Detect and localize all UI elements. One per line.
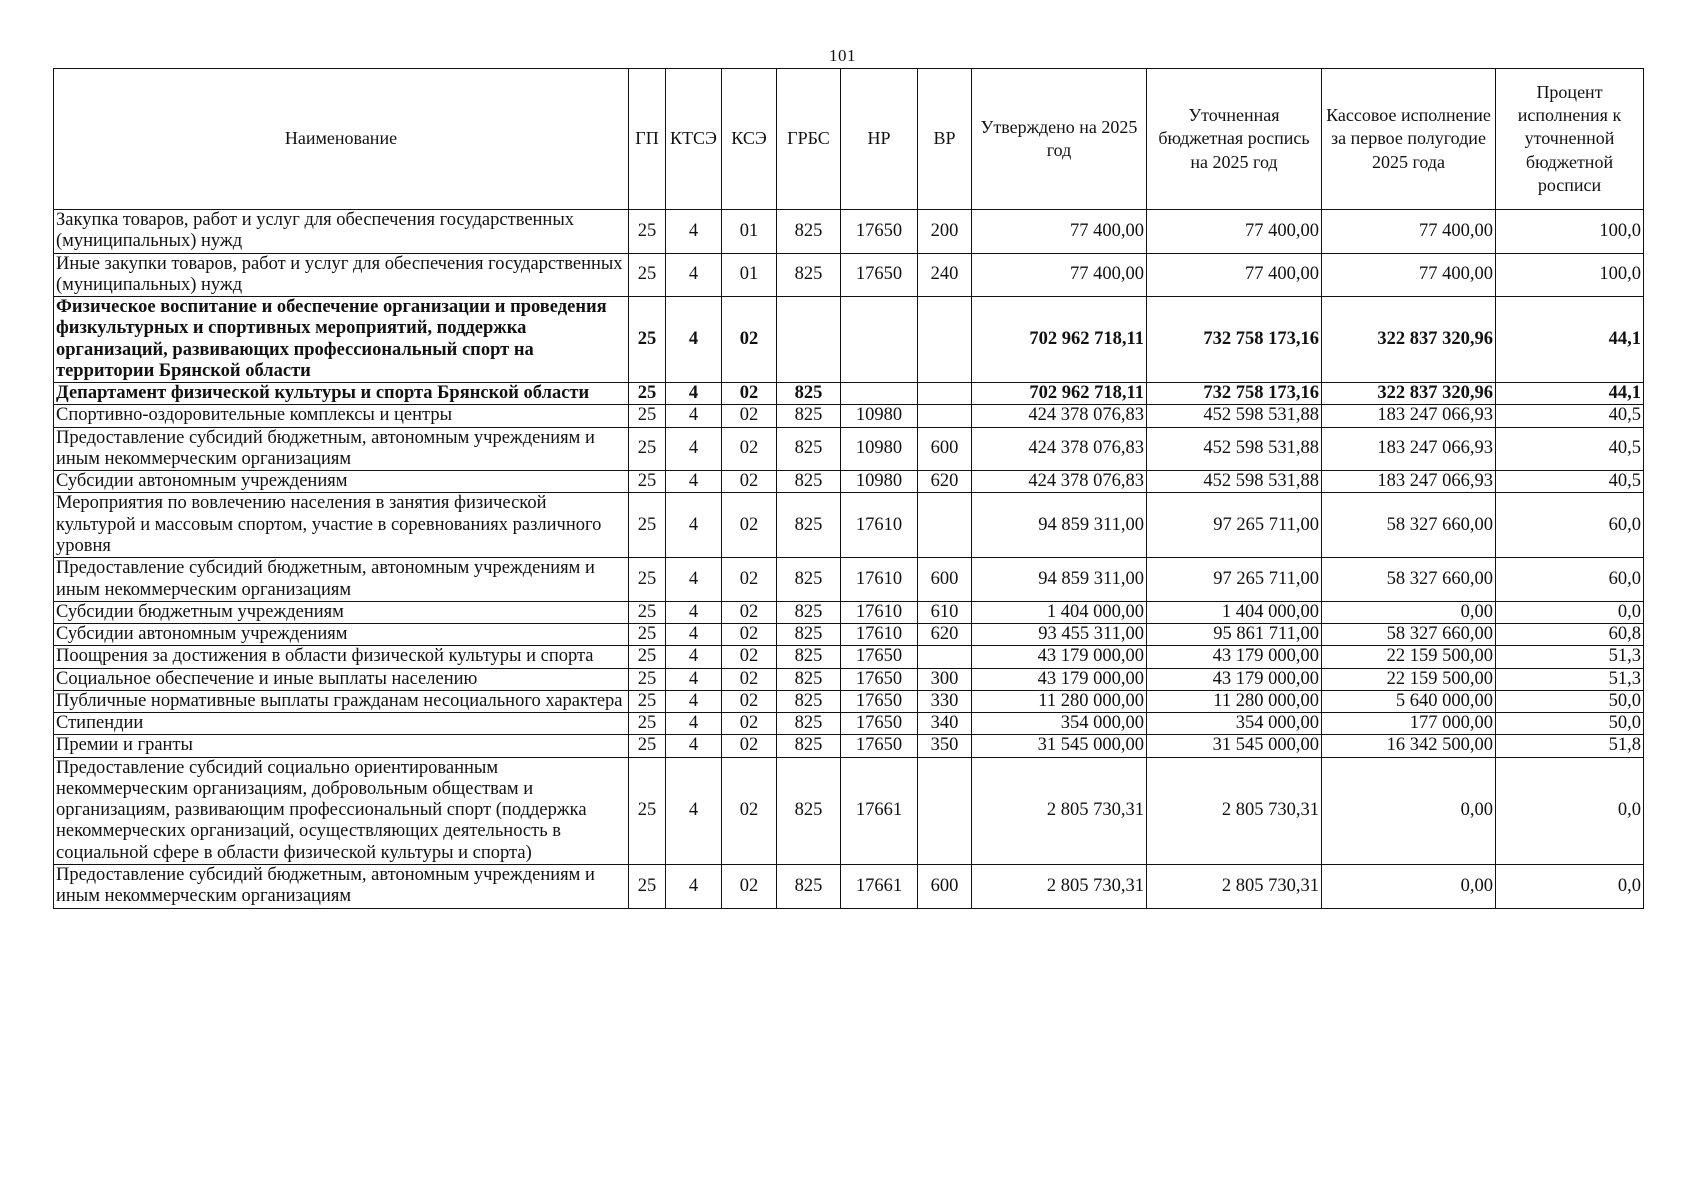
table-row [54, 427, 1644, 471]
cell-np: 17610 [841, 493, 918, 558]
cell-approved: 93 455 311,00 [972, 624, 1147, 646]
cell-ktse: 4 [666, 471, 722, 493]
cell-kse: 02 [722, 690, 777, 712]
cell-np: 10980 [841, 405, 918, 427]
cell-name: Публичные нормативные выплаты гражданам несоциального характера [54, 690, 629, 712]
cell-grbs [777, 297, 841, 383]
table-row [54, 713, 1644, 735]
header-name: Наименование [54, 69, 629, 210]
table-row [54, 471, 1644, 493]
cell-kse: 02 [722, 601, 777, 623]
cell-cash: 0,00 [1322, 601, 1496, 623]
table-row [54, 601, 1644, 623]
cell-vr: 620 [918, 624, 972, 646]
cell-approved: 424 378 076,83 [972, 471, 1147, 493]
cell-name: Физическое воспитание и обеспечение организации и проведения физкультурных и спортивных мероприятий, поддержка организаций, развивающих профессиональный спорт на территории Брянской области [54, 297, 629, 383]
cell-kse: 02 [722, 713, 777, 735]
cell-gp: 25 [629, 646, 666, 668]
cell-cash: 322 837 320,96 [1322, 383, 1496, 405]
table-row [54, 405, 1644, 427]
cell-cash: 16 342 500,00 [1322, 735, 1496, 757]
cell-kse: 02 [722, 493, 777, 558]
cell-name: Предоставление субсидий социально ориентированным некоммерческим организациям, добровольным обществам и организациям, развивающим профессиональный спорт (поддержка некоммерческих организаций, осуществляющих деятельность в социальной сфере в области физической культуры и спорта) [54, 757, 629, 864]
cell-approved: 11 280 000,00 [972, 690, 1147, 712]
table-row [54, 253, 1644, 297]
cell-gp: 25 [629, 690, 666, 712]
table-row [54, 493, 1644, 558]
cell-grbs: 825 [777, 646, 841, 668]
cell-approved: 2 805 730,31 [972, 757, 1147, 864]
cell-vr: 610 [918, 601, 972, 623]
cell-approved: 77 400,00 [972, 210, 1147, 254]
cell-refined: 1 404 000,00 [1147, 601, 1322, 623]
cell-ktse: 4 [666, 297, 722, 383]
cell-grbs: 825 [777, 405, 841, 427]
cell-percent: 60,0 [1496, 493, 1644, 558]
cell-np: 17610 [841, 601, 918, 623]
cell-grbs: 825 [777, 624, 841, 646]
header-row [54, 69, 1644, 210]
cell-grbs: 825 [777, 601, 841, 623]
cell-kse: 01 [722, 210, 777, 254]
cell-cash: 183 247 066,93 [1322, 405, 1496, 427]
cell-vr: 620 [918, 471, 972, 493]
cell-ktse: 4 [666, 405, 722, 427]
cell-np: 10980 [841, 427, 918, 471]
cell-refined: 43 179 000,00 [1147, 668, 1322, 690]
cell-np: 17650 [841, 668, 918, 690]
cell-cash: 183 247 066,93 [1322, 427, 1496, 471]
cell-approved: 77 400,00 [972, 253, 1147, 297]
cell-np [841, 383, 918, 405]
cell-approved: 424 378 076,83 [972, 405, 1147, 427]
cell-percent: 0,0 [1496, 757, 1644, 864]
cell-gp: 25 [629, 210, 666, 254]
cell-ktse: 4 [666, 493, 722, 558]
cell-grbs: 825 [777, 253, 841, 297]
cell-np: 17650 [841, 713, 918, 735]
cell-np: 17661 [841, 757, 918, 864]
cell-name: Департамент физической культуры и спорта Брянской области [54, 383, 629, 405]
cell-grbs: 825 [777, 427, 841, 471]
cell-np: 17650 [841, 735, 918, 757]
table-row [54, 668, 1644, 690]
table-row [54, 558, 1644, 602]
cell-gp: 25 [629, 624, 666, 646]
cell-kse: 02 [722, 405, 777, 427]
budget-table [53, 68, 1644, 909]
cell-refined: 95 861 711,00 [1147, 624, 1322, 646]
cell-name: Премии и гранты [54, 735, 629, 757]
cell-gp: 25 [629, 735, 666, 757]
cell-np: 10980 [841, 471, 918, 493]
cell-approved: 354 000,00 [972, 713, 1147, 735]
cell-kse: 02 [722, 427, 777, 471]
cell-np: 17650 [841, 210, 918, 254]
cell-kse: 01 [722, 253, 777, 297]
cell-refined: 2 805 730,31 [1147, 864, 1322, 908]
cell-kse: 02 [722, 558, 777, 602]
table-row [54, 624, 1644, 646]
cell-cash: 58 327 660,00 [1322, 493, 1496, 558]
cell-percent: 60,0 [1496, 558, 1644, 602]
cell-approved: 43 179 000,00 [972, 646, 1147, 668]
cell-cash: 5 640 000,00 [1322, 690, 1496, 712]
cell-ktse: 4 [666, 690, 722, 712]
cell-grbs: 825 [777, 210, 841, 254]
cell-cash: 77 400,00 [1322, 253, 1496, 297]
cell-grbs: 825 [777, 493, 841, 558]
cell-np: 17650 [841, 646, 918, 668]
header-cash: Кассовое исполнение за первое полугодие 2025 года [1322, 69, 1496, 210]
cell-vr: 300 [918, 668, 972, 690]
cell-cash: 22 159 500,00 [1322, 668, 1496, 690]
cell-vr: 600 [918, 558, 972, 602]
cell-name: Стипендии [54, 713, 629, 735]
cell-ktse: 4 [666, 864, 722, 908]
table-row [54, 646, 1644, 668]
cell-approved: 43 179 000,00 [972, 668, 1147, 690]
header-refined: Уточненная бюджетная роспись на 2025 год [1147, 69, 1322, 210]
cell-vr [918, 646, 972, 668]
cell-ktse: 4 [666, 253, 722, 297]
cell-vr [918, 297, 972, 383]
cell-approved: 702 962 718,11 [972, 297, 1147, 383]
cell-vr: 340 [918, 713, 972, 735]
cell-kse: 02 [722, 668, 777, 690]
cell-name: Субсидии бюджетным учреждениям [54, 601, 629, 623]
cell-ktse: 4 [666, 757, 722, 864]
cell-name: Предоставление субсидий бюджетным, автономным учреждениям и иным некоммерческим организациям [54, 558, 629, 602]
cell-ktse: 4 [666, 383, 722, 405]
cell-percent: 51,8 [1496, 735, 1644, 757]
cell-kse: 02 [722, 864, 777, 908]
cell-kse: 02 [722, 624, 777, 646]
cell-grbs: 825 [777, 668, 841, 690]
cell-percent: 40,5 [1496, 405, 1644, 427]
cell-grbs: 825 [777, 471, 841, 493]
cell-refined: 452 598 531,88 [1147, 471, 1322, 493]
cell-percent: 40,5 [1496, 427, 1644, 471]
cell-percent: 51,3 [1496, 646, 1644, 668]
cell-refined: 43 179 000,00 [1147, 646, 1322, 668]
cell-approved: 94 859 311,00 [972, 493, 1147, 558]
cell-refined: 31 545 000,00 [1147, 735, 1322, 757]
cell-name: Иные закупки товаров, работ и услуг для обеспечения государственных (муниципальных) нужд [54, 253, 629, 297]
header-grbs: ГРБС [777, 69, 841, 210]
cell-approved: 2 805 730,31 [972, 864, 1147, 908]
cell-name: Предоставление субсидий бюджетным, автономным учреждениям и иным некоммерческим организациям [54, 864, 629, 908]
cell-percent: 51,3 [1496, 668, 1644, 690]
cell-name: Субсидии автономным учреждениям [54, 471, 629, 493]
cell-name: Социальное обеспечение и иные выплаты населению [54, 668, 629, 690]
cell-ktse: 4 [666, 624, 722, 646]
header-percent: Процент исполнения к уточненной бюджетной росписи [1496, 69, 1644, 210]
cell-np: 17610 [841, 624, 918, 646]
cell-cash: 183 247 066,93 [1322, 471, 1496, 493]
cell-cash: 0,00 [1322, 757, 1496, 864]
cell-vr [918, 405, 972, 427]
cell-kse: 02 [722, 646, 777, 668]
cell-kse: 02 [722, 383, 777, 405]
cell-cash: 58 327 660,00 [1322, 558, 1496, 602]
cell-kse: 02 [722, 471, 777, 493]
cell-gp: 25 [629, 713, 666, 735]
cell-gp: 25 [629, 427, 666, 471]
cell-name: Спортивно-оздоровительные комплексы и центры [54, 405, 629, 427]
cell-name: Мероприятия по вовлечению населения в занятия физической культурой и массовым спортом, участие в соревнованиях различного уровня [54, 493, 629, 558]
cell-grbs: 825 [777, 690, 841, 712]
cell-gp: 25 [629, 383, 666, 405]
cell-refined: 77 400,00 [1147, 210, 1322, 254]
cell-percent: 40,5 [1496, 471, 1644, 493]
table-row [54, 210, 1644, 254]
cell-approved: 702 962 718,11 [972, 383, 1147, 405]
cell-name: Поощрения за достижения в области физической культуры и спорта [54, 646, 629, 668]
cell-np [841, 297, 918, 383]
page-number: 101 [829, 46, 856, 65]
cell-vr: 330 [918, 690, 972, 712]
cell-vr: 350 [918, 735, 972, 757]
cell-gp: 25 [629, 668, 666, 690]
cell-np: 17661 [841, 864, 918, 908]
cell-ktse: 4 [666, 210, 722, 254]
cell-ktse: 4 [666, 558, 722, 602]
cell-gp: 25 [629, 405, 666, 427]
cell-ktse: 4 [666, 713, 722, 735]
cell-kse: 02 [722, 757, 777, 864]
cell-gp: 25 [629, 253, 666, 297]
cell-vr: 600 [918, 864, 972, 908]
table-row [54, 757, 1644, 864]
cell-refined: 354 000,00 [1147, 713, 1322, 735]
cell-grbs: 825 [777, 713, 841, 735]
cell-grbs: 825 [777, 383, 841, 405]
cell-cash: 177 000,00 [1322, 713, 1496, 735]
cell-kse: 02 [722, 735, 777, 757]
cell-refined: 732 758 173,16 [1147, 297, 1322, 383]
cell-vr [918, 757, 972, 864]
cell-percent: 44,1 [1496, 383, 1644, 405]
cell-refined: 77 400,00 [1147, 253, 1322, 297]
cell-vr: 200 [918, 210, 972, 254]
cell-refined: 2 805 730,31 [1147, 757, 1322, 864]
cell-grbs: 825 [777, 864, 841, 908]
cell-gp: 25 [629, 757, 666, 864]
cell-ktse: 4 [666, 646, 722, 668]
cell-grbs: 825 [777, 757, 841, 864]
cell-name: Субсидии автономным учреждениям [54, 624, 629, 646]
cell-np: 17650 [841, 690, 918, 712]
table-row [54, 735, 1644, 757]
cell-vr [918, 383, 972, 405]
cell-cash: 77 400,00 [1322, 210, 1496, 254]
table-row [54, 864, 1644, 908]
cell-cash: 0,00 [1322, 864, 1496, 908]
cell-refined: 452 598 531,88 [1147, 427, 1322, 471]
cell-gp: 25 [629, 558, 666, 602]
cell-refined: 11 280 000,00 [1147, 690, 1322, 712]
cell-percent: 100,0 [1496, 253, 1644, 297]
cell-refined: 732 758 173,16 [1147, 383, 1322, 405]
cell-ktse: 4 [666, 668, 722, 690]
cell-cash: 58 327 660,00 [1322, 624, 1496, 646]
cell-percent: 44,1 [1496, 297, 1644, 383]
cell-percent: 100,0 [1496, 210, 1644, 254]
cell-grbs: 825 [777, 735, 841, 757]
cell-cash: 22 159 500,00 [1322, 646, 1496, 668]
cell-gp: 25 [629, 601, 666, 623]
header-gp: ГП [629, 69, 666, 210]
header-np: НР [841, 69, 918, 210]
header-kse: КСЭ [722, 69, 777, 210]
cell-approved: 424 378 076,83 [972, 427, 1147, 471]
cell-vr: 600 [918, 427, 972, 471]
cell-gp: 25 [629, 864, 666, 908]
cell-gp: 25 [629, 471, 666, 493]
table-row [54, 383, 1644, 405]
cell-np: 17650 [841, 253, 918, 297]
cell-ktse: 4 [666, 735, 722, 757]
cell-cash: 322 837 320,96 [1322, 297, 1496, 383]
cell-vr: 240 [918, 253, 972, 297]
cell-refined: 97 265 711,00 [1147, 493, 1322, 558]
header-approved: Утверждено на 2025 год [972, 69, 1147, 210]
cell-np: 17610 [841, 558, 918, 602]
header-ktse: КТСЭ [666, 69, 722, 210]
cell-refined: 97 265 711,00 [1147, 558, 1322, 602]
table-row [54, 297, 1644, 383]
cell-vr [918, 493, 972, 558]
table-row [54, 690, 1644, 712]
table-body [54, 210, 1644, 909]
cell-name: Предоставление субсидий бюджетным, автономным учреждениям и иным некоммерческим организациям [54, 427, 629, 471]
cell-ktse: 4 [666, 427, 722, 471]
cell-percent: 50,0 [1496, 690, 1644, 712]
cell-name: Закупка товаров, работ и услуг для обеспечения государственных (муниципальных) нужд [54, 210, 629, 254]
cell-percent: 0,0 [1496, 601, 1644, 623]
cell-percent: 0,0 [1496, 864, 1644, 908]
cell-approved: 94 859 311,00 [972, 558, 1147, 602]
cell-gp: 25 [629, 493, 666, 558]
cell-grbs: 825 [777, 558, 841, 602]
cell-ktse: 4 [666, 601, 722, 623]
cell-approved: 31 545 000,00 [972, 735, 1147, 757]
cell-percent: 50,0 [1496, 713, 1644, 735]
cell-gp: 25 [629, 297, 666, 383]
cell-refined: 452 598 531,88 [1147, 405, 1322, 427]
cell-kse: 02 [722, 297, 777, 383]
cell-approved: 1 404 000,00 [972, 601, 1147, 623]
header-vr: ВР [918, 69, 972, 210]
cell-percent: 60,8 [1496, 624, 1644, 646]
